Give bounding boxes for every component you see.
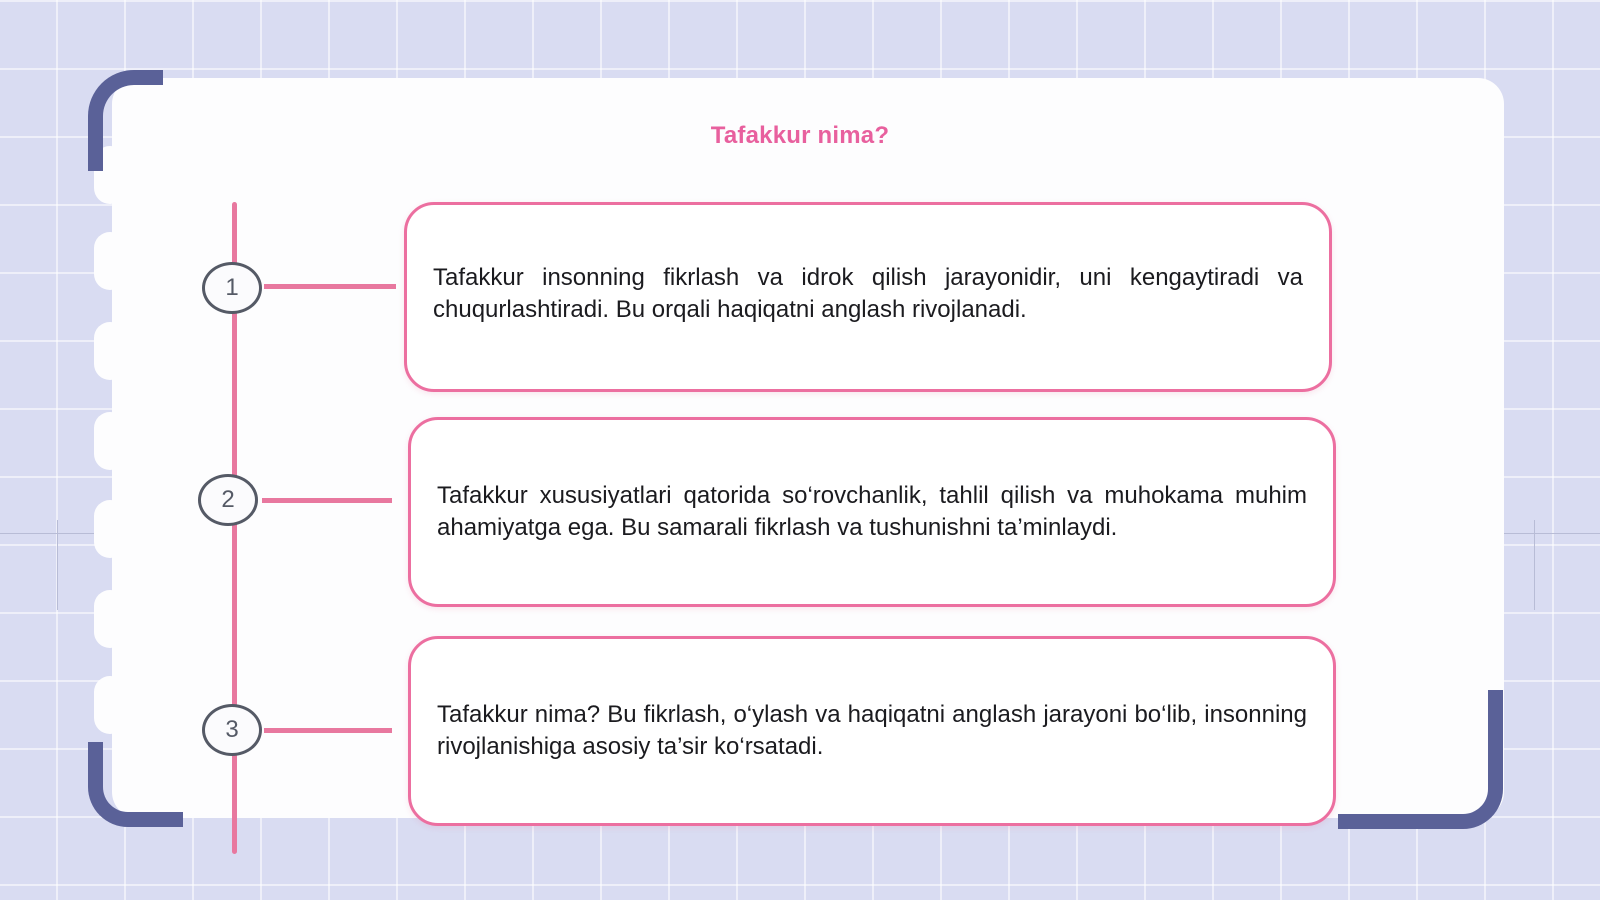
paper-scallop <box>94 232 126 290</box>
content-card <box>408 417 1336 607</box>
content-card <box>404 202 1332 392</box>
corner-bracket-top-left <box>88 70 163 171</box>
crossline-right-horizontal <box>1500 533 1600 534</box>
timeline-connector <box>264 284 396 289</box>
paper-scallop <box>94 500 126 558</box>
paper-scallop <box>94 322 126 380</box>
paper-scallop <box>94 590 126 648</box>
step-number: 2 <box>221 486 235 513</box>
content-card-text: Tafakkur nima? Bu fikrlash, o‘ylash va haqiqatni anglash jarayoni bo‘lib, insonning rivojlanishiga asosiy ta’sir ko‘rsatadi. <box>437 701 1307 760</box>
timeline-connector <box>264 728 392 733</box>
step-number-badge <box>198 474 258 526</box>
step-number: 3 <box>225 716 239 743</box>
paper-scallop <box>94 676 126 734</box>
corner-bracket-bottom-left <box>88 742 183 827</box>
content-card-text: Tafakkur xususiyatlari qatorida so‘rovchanlik, tahlil qilish va muhokama muhim ahamiyatga ega. Bu samarali fikrlash va tushunishni ta’minlaydi. <box>437 482 1307 541</box>
step-number-badge <box>202 704 262 756</box>
step-number-badge <box>202 262 262 314</box>
slide-title: Tafakkur nima? <box>710 122 890 149</box>
content-card-text: Tafakkur insonning fikrlash va idrok qilish jarayonidir, uni kengaytiradi va chuqurlashtiradi. Bu orqali haqiqatni anglash rivojlanadi. <box>433 264 1303 323</box>
corner-bracket-bottom-right <box>1338 690 1503 829</box>
content-card <box>408 636 1336 826</box>
paper-scallop <box>94 412 126 470</box>
crossline-left-horizontal <box>0 533 100 534</box>
step-number: 1 <box>225 274 239 301</box>
timeline-connector <box>262 498 392 503</box>
